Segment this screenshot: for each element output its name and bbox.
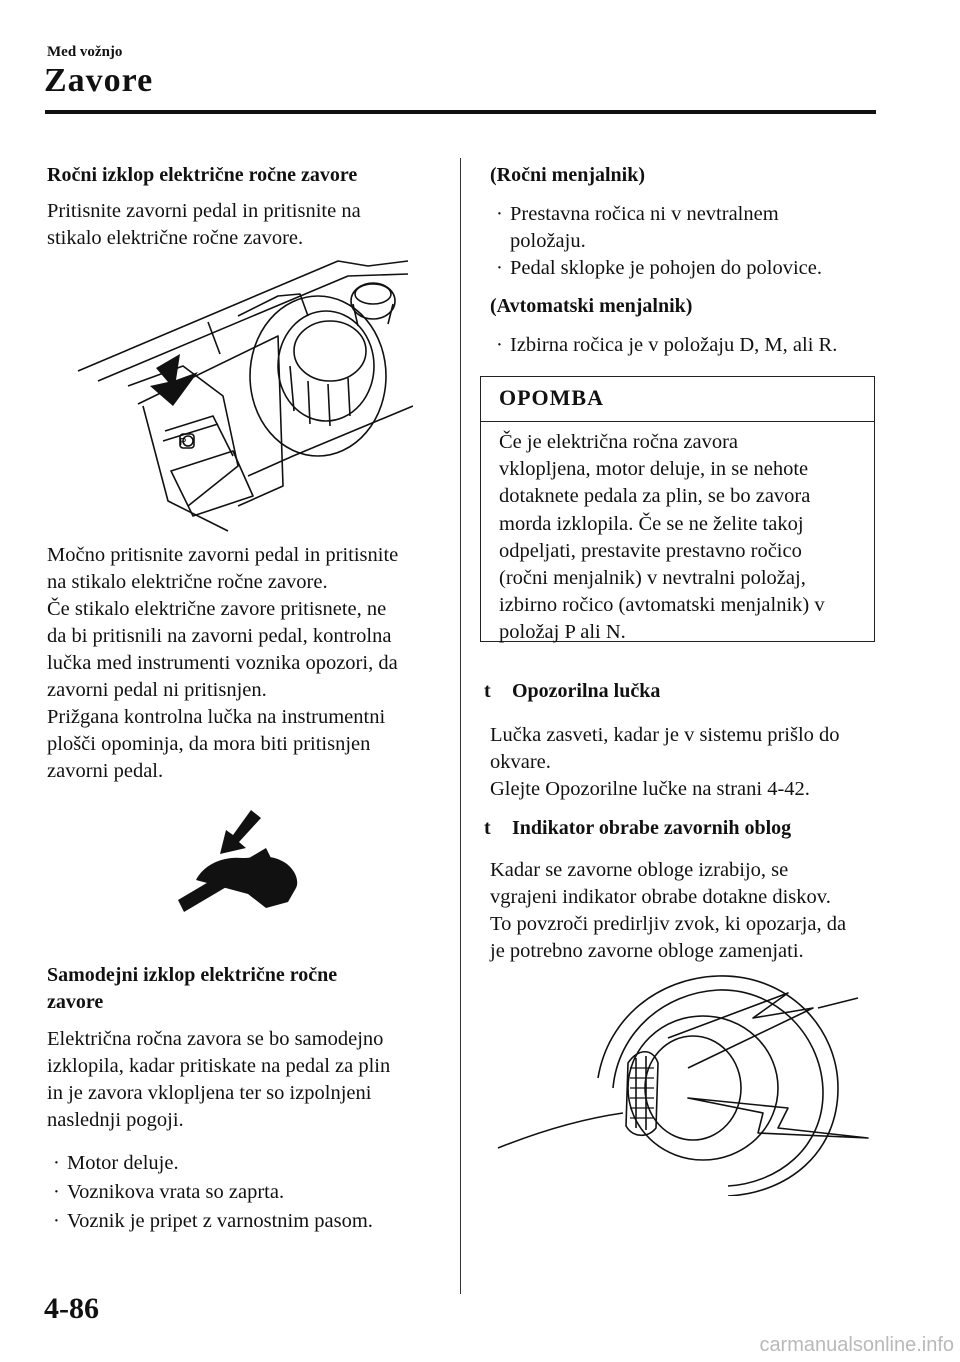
heading-warning-light: Opozorilna lučka <box>512 680 661 702</box>
wear-indicator-heading <box>484 815 884 842</box>
note-divider <box>481 421 874 422</box>
conditions-list <box>47 1149 442 1236</box>
text-line: izklopila, kadar pritiskate na pedal za plin <box>47 1055 391 1077</box>
text-line: odpeljati, prestavite prestavno ročico <box>499 539 802 562</box>
text-line: izbirno ročico (avtomatski menjalnik) v <box>499 594 825 617</box>
left-heading-1-block <box>47 162 442 189</box>
text-line: To povzroči predirljiv zvok, ki opozarja, da <box>490 913 847 935</box>
heading-manual-transmission: (Ročni menjalnik) <box>490 164 645 186</box>
parking-brake-switch-illustration <box>68 256 413 536</box>
note-body <box>499 429 859 647</box>
text-line: Če stikalo električne zavore pritisnete, ne <box>47 598 387 620</box>
watermark: carmanualsonline.info <box>759 1334 954 1356</box>
text-line: lučka med instrumenti voznika opozori, da <box>47 652 398 674</box>
text-line: Če je električna ročna zavora <box>499 431 739 453</box>
warning-light-text <box>490 722 876 803</box>
section-label: Med vožnjo <box>47 44 123 60</box>
text-line: Glejte Opozorilne lučke na strani 4-42. <box>490 778 810 800</box>
text-line: zavorni pedal ni pritisnjen. <box>47 679 267 701</box>
text-line: Kadar se zavorne obloge izrabijo, se <box>490 859 789 881</box>
text-line: na stikalo električne ročne zavore. <box>47 571 328 593</box>
text-line: dotaknete pedala za plin, se bo zavora <box>499 485 811 508</box>
text-line: Električna ročna zavora se bo samodejno <box>47 1028 384 1050</box>
text-line: Pritisnite zavorni pedal in pritisnite na <box>47 200 361 222</box>
warning-light-heading <box>484 678 884 705</box>
text-line: Lučka zasveti, kadar je v sistemu prišlo do <box>490 724 840 746</box>
text-line: je potrebno zavorne obloge zamenjati. <box>490 940 804 962</box>
auto-trans-block <box>490 293 876 320</box>
note-box <box>480 376 875 642</box>
left-heading-2-block <box>47 962 442 1016</box>
column-divider <box>460 158 461 1294</box>
brake-pedal-warning-icon <box>176 808 306 918</box>
switch-symbol: P <box>179 437 187 448</box>
manual-conditions-list <box>490 201 876 282</box>
text-line: okvare. <box>490 751 551 773</box>
text-line: in je zavora vklopljena ter so izpolnjeni <box>47 1082 372 1104</box>
list-item: · Motor deluje. <box>53 1152 179 1174</box>
heading-automatic-transmission: (Avtomatski menjalnik) <box>490 295 693 317</box>
left-para-1 <box>47 198 442 252</box>
header-rule <box>45 110 876 114</box>
brake-wear-indicator-illustration <box>488 968 878 1196</box>
wear-indicator-text <box>490 857 876 965</box>
section-marker: t <box>484 680 491 702</box>
heading-wear-indicator: Indikator obrabe zavornih oblog <box>512 817 792 839</box>
heading-auto-release: Samodejni izklop električne ročne <box>47 964 338 986</box>
page-number: 4-86 <box>44 1292 99 1325</box>
left-para-2 <box>47 542 442 785</box>
list-item: · Izbirna ročica je v položaju D, M, ali R. <box>496 334 838 356</box>
section-marker: t <box>484 817 491 839</box>
heading-manual-release: Ročni izklop električne ročne zavore <box>47 164 358 186</box>
list-item: · Voznikova vrata so zaprta. <box>53 1181 285 1203</box>
text-line: da bi pritisnili na zavorni pedal, kontrolna <box>47 625 392 647</box>
list-item: · Prestavna ročica ni v nevtralnem položaju. <box>496 203 779 252</box>
left-para-3 <box>47 1026 442 1134</box>
manual-trans-block <box>490 162 876 189</box>
text-line: Močno pritisnite zavorni pedal in pritisnite <box>47 544 399 566</box>
text-line: (ročni menjalnik) v nevtralni položaj, <box>499 567 806 590</box>
text-line: zavorni pedal. <box>47 760 164 782</box>
text-line: naslednji pogoji. <box>47 1109 184 1131</box>
text-line: stikalo električne ročne zavore. <box>47 227 304 249</box>
text-line: plošči opominja, da mora biti pritisnjen <box>47 733 371 755</box>
text-line: vklopljena, motor deluje, in se nehote <box>499 458 809 481</box>
text-line: morda izklopila. Če se ne želite takoj <box>499 512 804 535</box>
text-line: Prižgana kontrolna lučka na instrumentni <box>47 706 386 728</box>
heading-auto-release-cont: zavore <box>47 991 104 1013</box>
list-item: · Pedal sklopke je pohojen do polovice. <box>496 257 822 279</box>
page-title: Zavore <box>44 62 154 99</box>
list-item: · Voznik je pripet z varnostnim pasom. <box>53 1210 373 1232</box>
text-line: položaj P ali N. <box>499 621 626 644</box>
auto-conditions-list <box>490 332 876 359</box>
text-line: vgrajeni indikator obrabe dotakne diskov. <box>490 886 831 908</box>
note-title: OPOMBA <box>499 385 604 410</box>
